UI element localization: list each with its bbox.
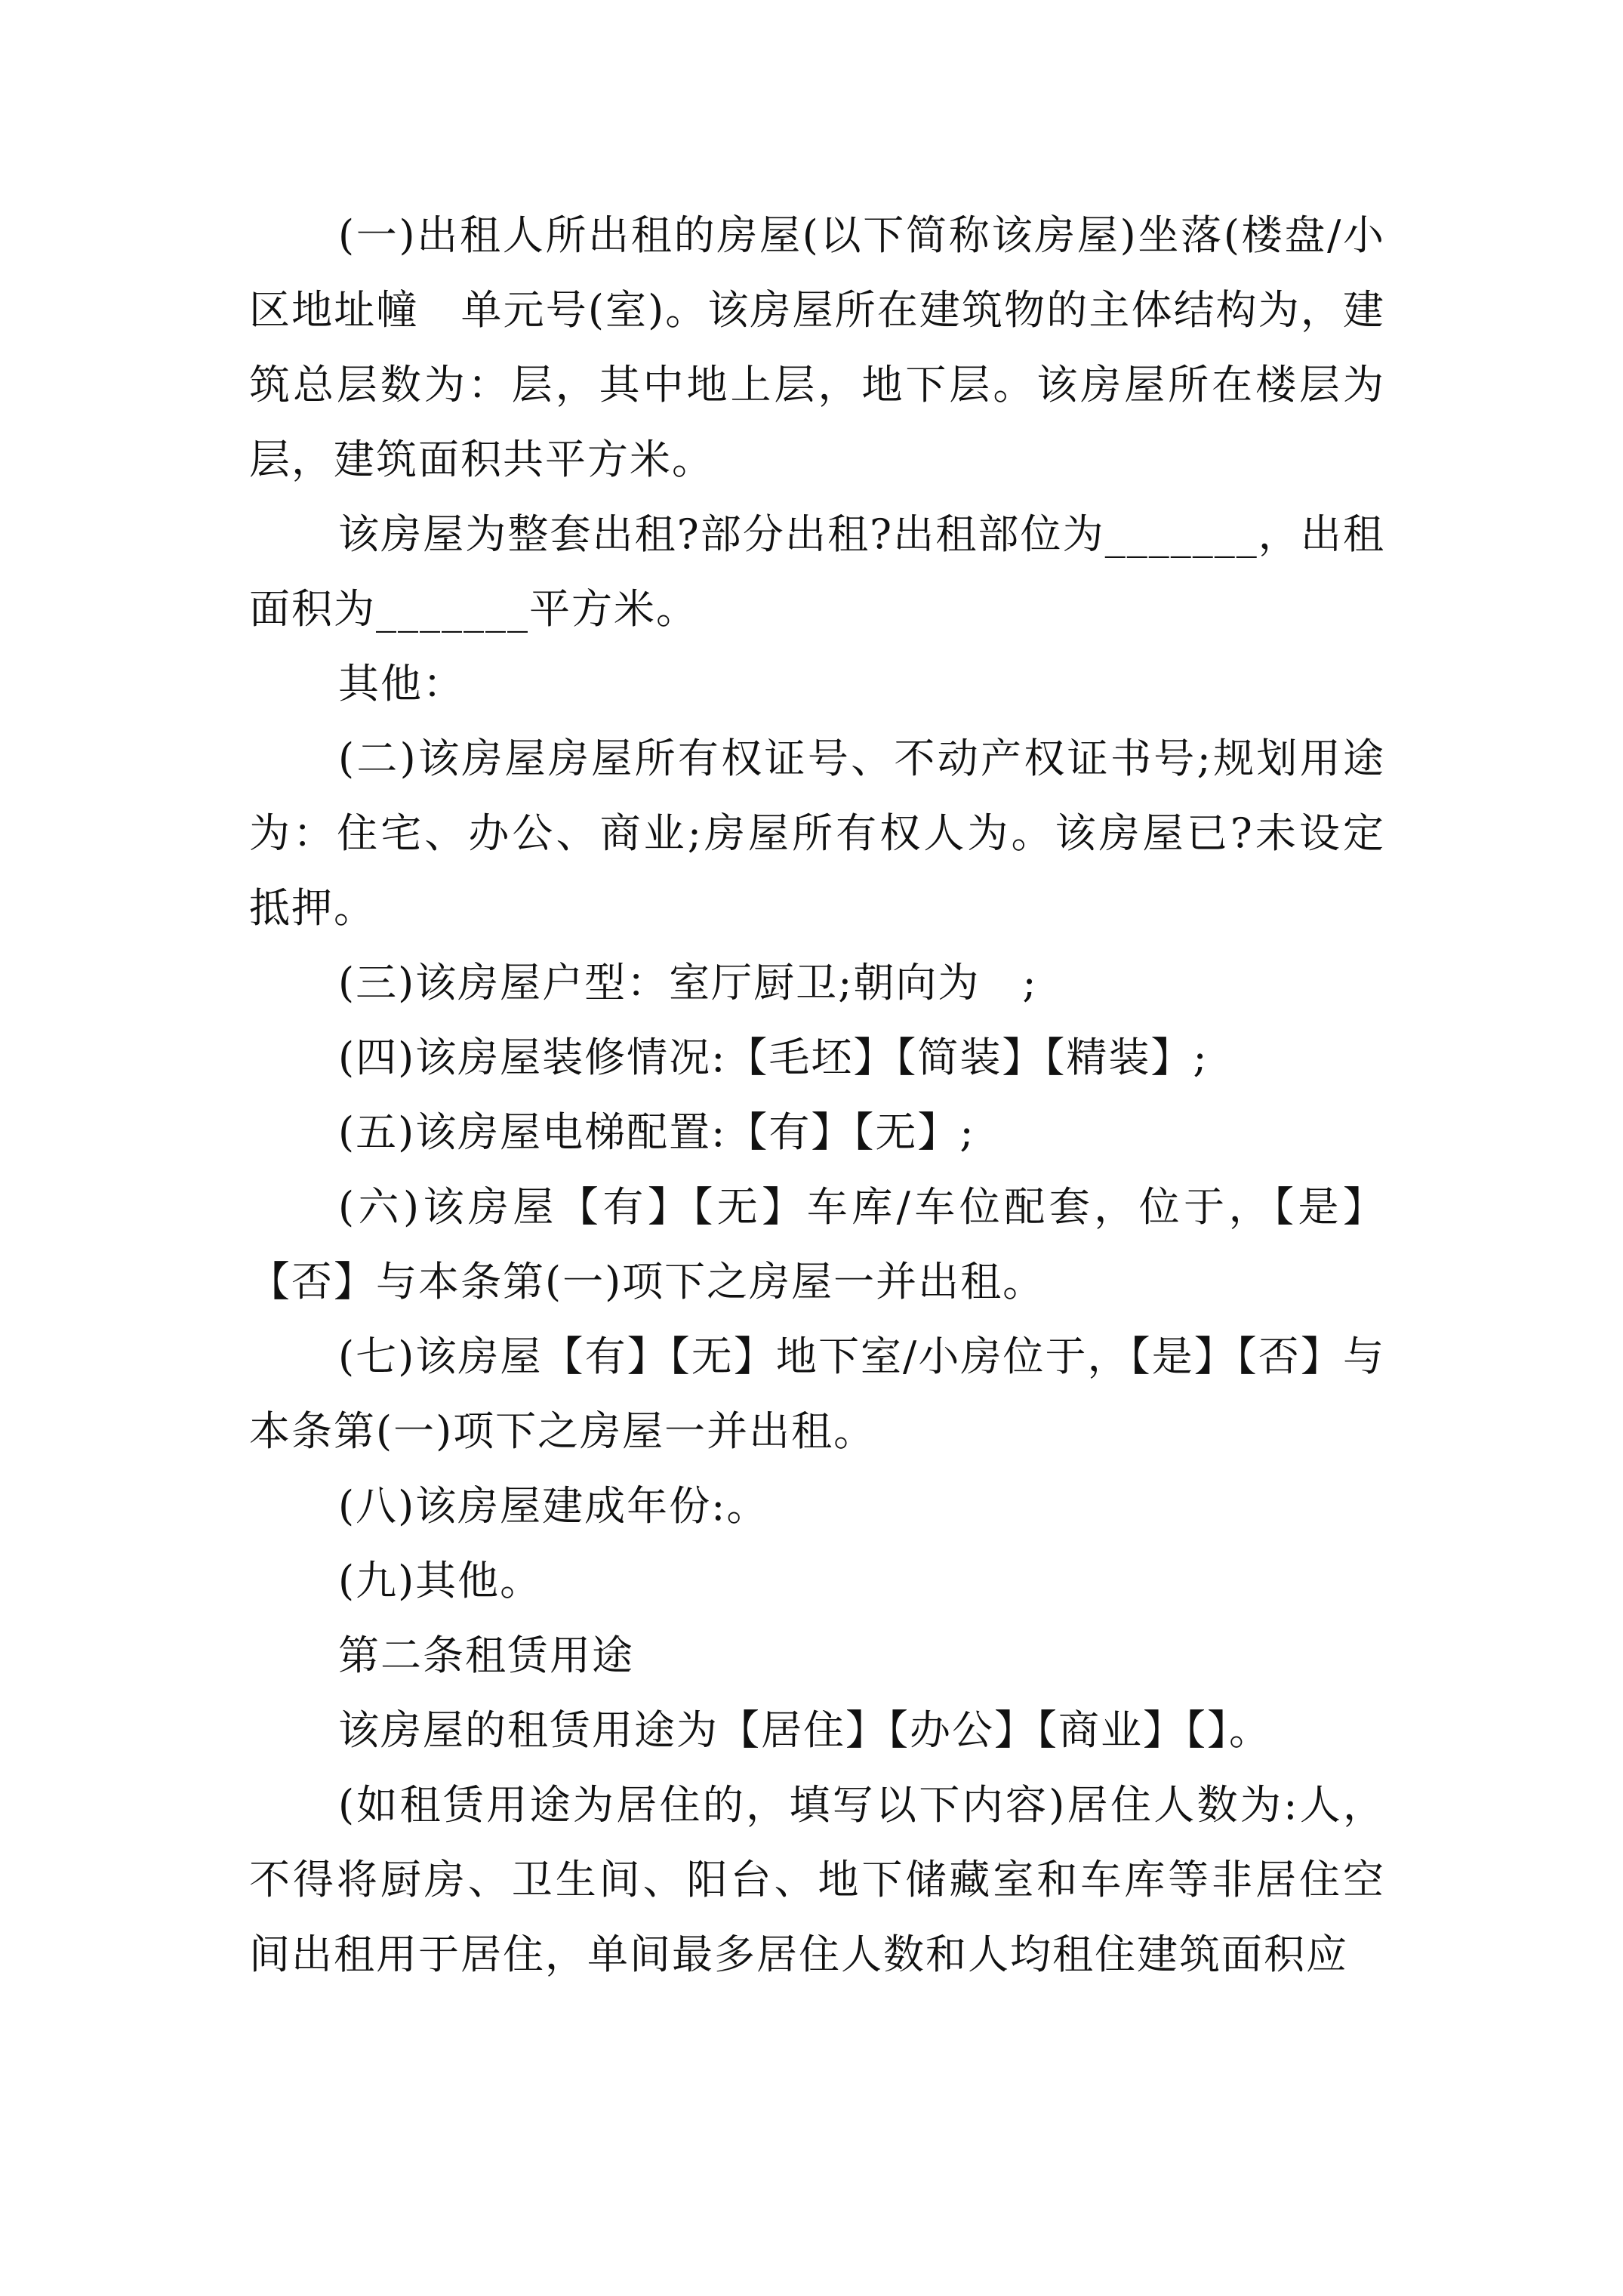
paragraph-rental-purpose: 该房屋的租赁用途为【居住】【办公】【商业】【】。	[338, 1706, 1271, 1754]
paragraph-property-location: (一)出租人所出租的房屋(以下简称该房屋)坐落(楼盘/小区地址幢 单元号(室)。该房屋所在建筑物的主体结构为，建筑总层数为：层，其中地上层，地下层。该房屋所在楼层为层，建筑面积共平方米。	[249, 211, 1385, 483]
paragraph-decoration: (四)该房屋装修情况:【毛坯】【简装】【精装】;	[338, 1034, 1209, 1081]
document-body	[249, 198, 1385, 1992]
section-heading-rental-purpose: 第二条租赁用途	[338, 1632, 634, 1679]
paragraph-elevator: (五)该房屋电梯配置:【有】【无】;	[338, 1108, 975, 1156]
paragraph-garage: (六)该房屋【有】【无】车库/车位配套，位于，【是】【否】与本条第(一)项下之房屋一并出租。	[249, 1183, 1385, 1305]
paragraph-basement: (七)该房屋【有】【无】地下室/小房位于，【是】【否】与本条第(一)项下之房屋一并出租。	[249, 1333, 1385, 1455]
paragraph-build-year: (八)该房屋建成年份:。	[338, 1482, 769, 1530]
paragraph-residence-rules: (如租赁用途为居住的，填写以下内容)居住人数为:人，不得将厨房、卫生间、阳台、地下储藏室和车库等非居住空间出租用于居住，单间最多居住人数和人均租住建筑面积应	[249, 1781, 1385, 1978]
paragraph-misc: (九)其他。	[338, 1557, 543, 1604]
paragraph-ownership: (二)该房屋房屋所有权证号、不动产权证书号;规划用途为：住宅、办公、商业;房屋所有权人为。该房屋已?未设定抵押。	[249, 735, 1385, 932]
paragraph-layout: (三)该房屋户型：室厅厨卫;朝向为 ;	[338, 959, 1038, 1006]
paragraph-other: 其他：	[338, 660, 465, 707]
paragraph-rental-scope: 该房屋为整套出租?部分出租?出租部位为_______，出租面积为_______平方米。	[249, 510, 1385, 633]
